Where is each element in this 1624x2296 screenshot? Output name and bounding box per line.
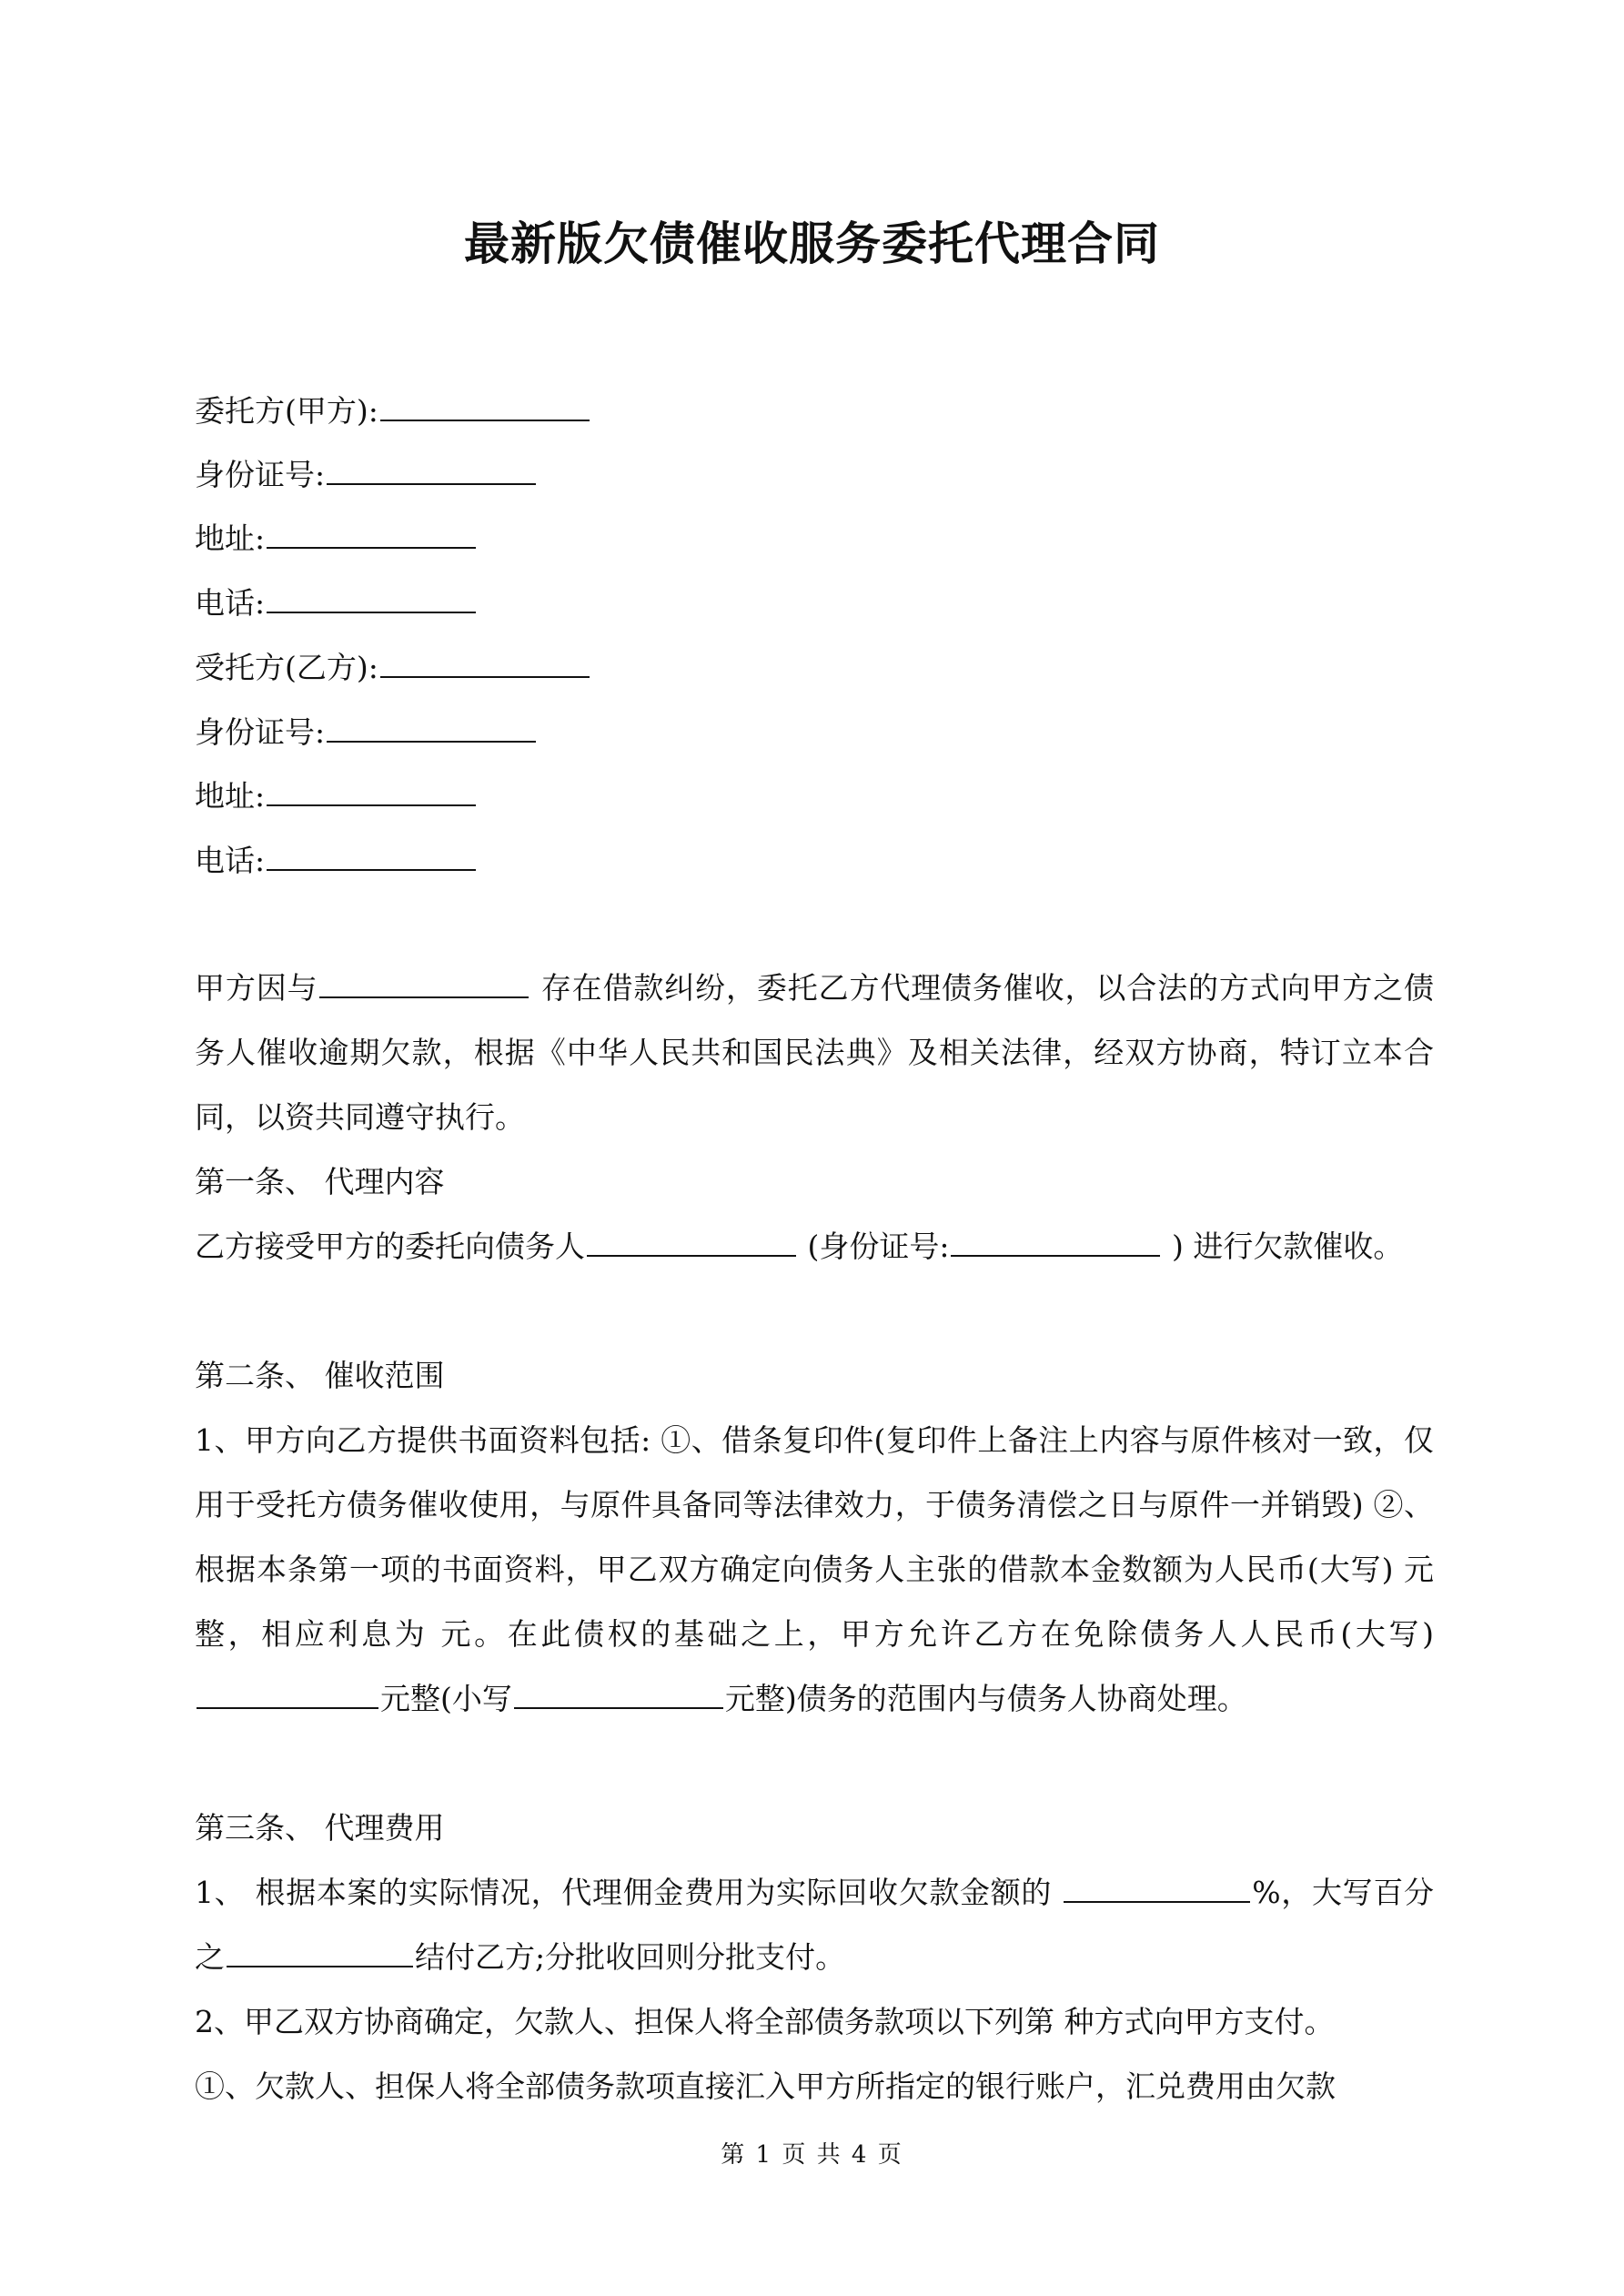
client-address-label: 地址: (195, 521, 266, 556)
preamble-text-2: 存在借款纠纷，委托乙方代理债务催收，以合法的方式向甲方之债务人催收逾期欠款，根据《中华人民共和国民法典》及相关法律，经双方协商，特订立本合同，以资共同遵守执行。 (195, 970, 1435, 1135)
document-title: 最新版欠债催收服务委托代理合同 (464, 217, 1160, 270)
agent-name-label: 受托方(乙方): (195, 650, 378, 685)
article1-heading: 第一条、 代理内容 (195, 1164, 445, 1199)
waiver-amount-upper-blank (197, 1680, 378, 1709)
article3-item1-text-2: %，大写百分之 (195, 1875, 1435, 1975)
agent-id-field (195, 713, 538, 753)
article2-heading: 第二条、 催收范围 (195, 1358, 445, 1393)
commission-percent-blank (1064, 1874, 1250, 1903)
client-name-label: 委托方(甲方): (195, 393, 378, 429)
agent-phone-label: 电话: (195, 843, 266, 878)
agent-address-field (195, 776, 478, 816)
waiver-amount-lower-blank (514, 1680, 723, 1709)
article2-paragraph (195, 1408, 1434, 1731)
article1-paragraph (195, 1214, 1434, 1279)
preamble-text-1: 甲方因与 (195, 970, 318, 1006)
client-phone-label: 电话: (195, 585, 266, 621)
client-name-field (195, 391, 591, 431)
article3-item2: 2、甲乙双方协商确定，欠款人、担保人将全部债务款项以下列第 种方式向甲方支付。 (195, 2004, 1335, 2039)
page-footer: 第 1 页 共 4 页 (721, 2141, 903, 2169)
client-address-field (195, 519, 478, 559)
article3-item1 (195, 1860, 1434, 1989)
agent-id-label: 身份证号: (195, 714, 326, 750)
article2-text-1: 1、甲方向乙方提供书面资料包括: ①、借条复印件(复印件上备注上内容与原件核对一致，仅用于受托方债务催收使用，与原件具备同等法律效力，于债务清偿之日与原件一并销毁) ②、根据本条第一项的书面资料，甲乙双方确定向债务人主张的借款本金数额为人民币(大写) 元整，相应利息为 元。在此债权的基础之上，甲方允许乙方在免除债务人人民币(大写) (195, 1422, 1434, 1652)
article3-item3: ①、欠款人、担保人将全部债务款项直接汇入甲方所指定的银行账户，汇兑费用由欠款 (195, 2068, 1336, 2104)
article2-text-3: 元整)债务的范围内与债务人协商处理。 (724, 1681, 1247, 1716)
article3-item1-text-1: 1、 根据本案的实际情况，代理佣金费用为实际回收欠款金额的 (195, 1875, 1063, 1910)
preamble-paragraph (195, 956, 1434, 1149)
agent-name-blank (380, 649, 590, 678)
article1-text-2: (身份证号: (798, 1229, 950, 1264)
client-id-field (195, 455, 538, 495)
article3-item1-text-3: 结付乙方;分批收回则分批支付。 (415, 1939, 846, 1975)
client-id-blank (327, 456, 536, 485)
article2-text-2: 元整(小写 (380, 1681, 512, 1716)
debtor-name-blank (587, 1228, 796, 1257)
article1-text-1: 乙方接受甲方的委托向债务人 (195, 1229, 585, 1264)
article1-text-3: ) 进行欠款催收。 (1162, 1229, 1404, 1264)
agent-address-label: 地址: (195, 778, 266, 814)
debtor-id-blank (951, 1228, 1160, 1257)
agent-id-blank (327, 713, 536, 743)
client-id-label: 身份证号: (195, 457, 326, 492)
preamble-party-blank (319, 969, 529, 998)
agent-address-blank (267, 777, 476, 806)
client-address-blank (267, 520, 476, 549)
client-phone-blank (267, 584, 476, 613)
agent-phone-field (195, 841, 478, 881)
agent-name-field (195, 648, 591, 688)
client-phone-field (195, 583, 478, 623)
agent-phone-blank (267, 842, 476, 871)
client-name-blank (380, 392, 590, 421)
article3-heading: 第三条、 代理费用 (195, 1810, 445, 1846)
commission-upper-blank (227, 1938, 413, 1967)
